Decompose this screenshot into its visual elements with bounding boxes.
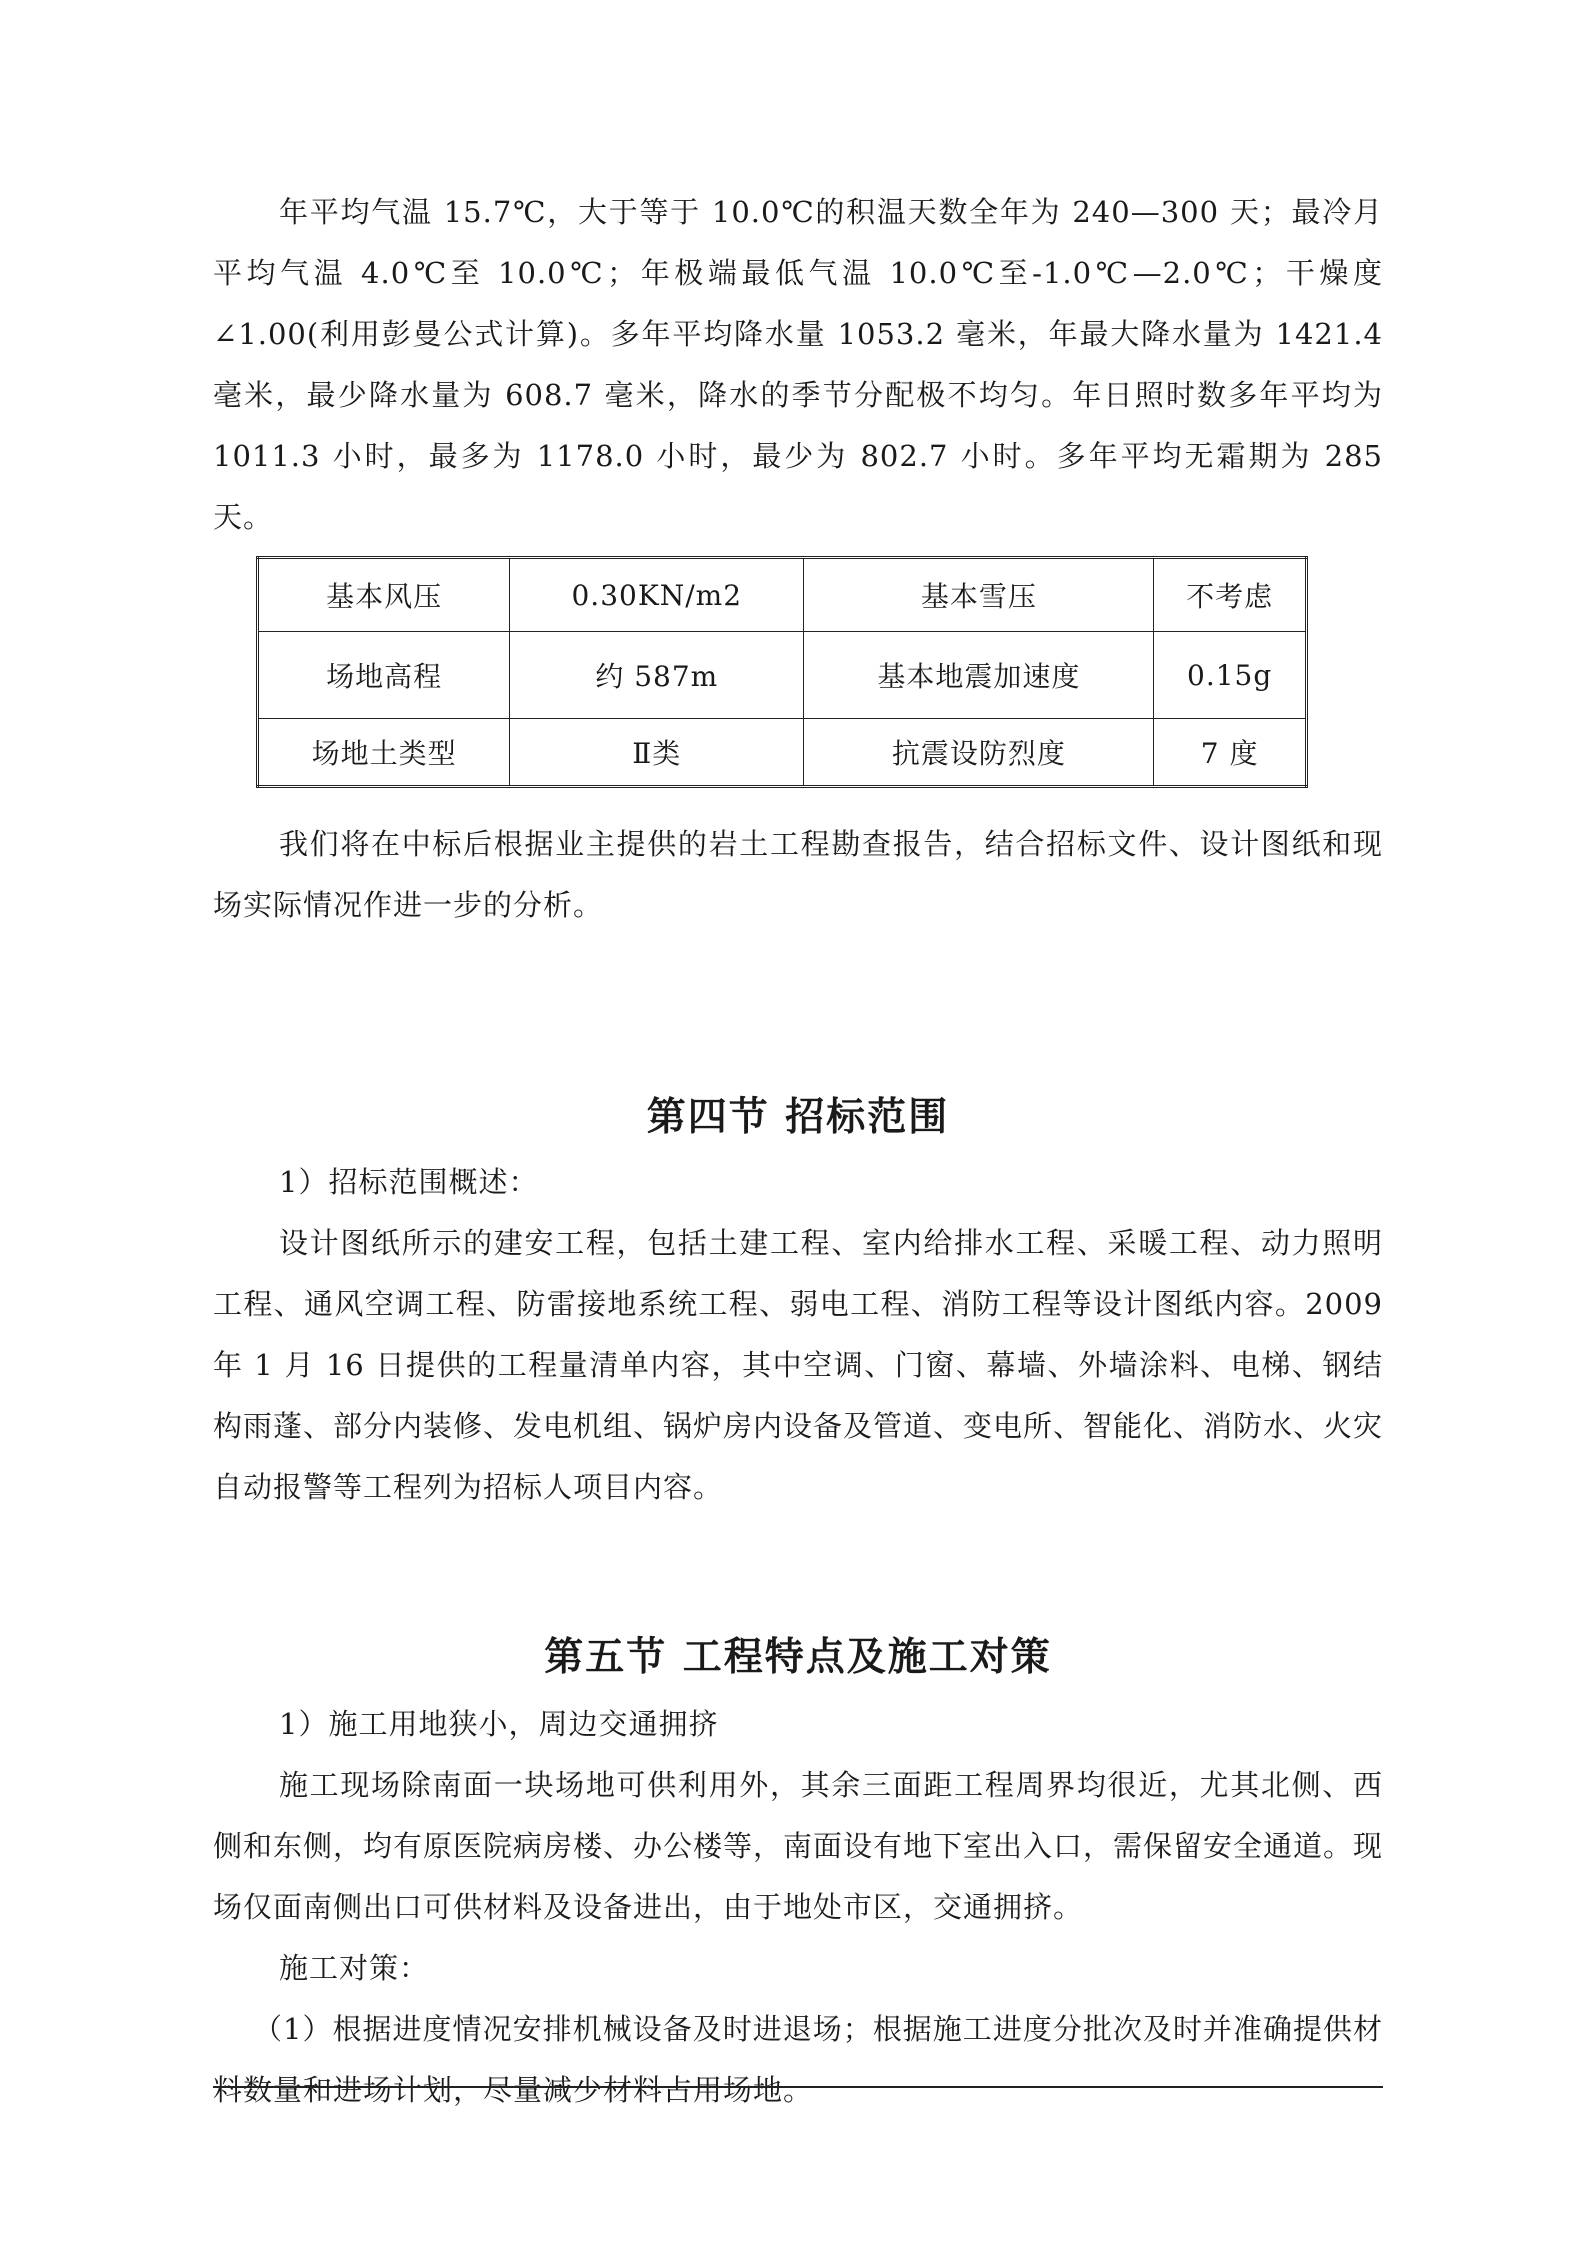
table-cell: 不考虑 bbox=[1154, 558, 1307, 632]
table-cell: 基本地震加速度 bbox=[804, 632, 1154, 719]
section-4-item-body: 设计图纸所示的建安工程，包括土建工程、室内给排水工程、采暖工程、动力照明工程、通风空调工程、防雷接地系统工程、弱电工程、消防工程等设计图纸内容。2009 年 1 月 16 日提供的工程量清单内容，其中空调、门窗、幕墙、外墙涂料、电梯、钢结构雨蓬、部分内装修、发电机组、锅炉房内设备及管道、变电所、智能化、消防水、火灾自动报警等工程列为招标人项目内容。 bbox=[213, 1226, 1384, 1504]
table-row bbox=[258, 558, 1307, 632]
table-row bbox=[258, 632, 1307, 719]
section-4-heading: 第四节 招标范围 bbox=[646, 1094, 950, 1140]
table-cell: 0.15g bbox=[1154, 632, 1307, 719]
site-parameters-table bbox=[256, 556, 1308, 788]
document-body bbox=[213, 182, 1383, 2121]
section-5-heading: 第五节 工程特点及施工对策 bbox=[544, 1634, 1052, 1680]
section-5-item-body: 施工现场除南面一块场地可供利用外，其余三面距工程周界均很近，尤其北侧、西侧和东侧，均有原医院病房楼、办公楼等，南面设有地下室出入口，需保留安全通道。现场仅面南侧出口可供材料及设备进出，由于地处市区，交通拥挤。 bbox=[213, 1768, 1384, 1924]
table-cell: 场地高程 bbox=[258, 632, 510, 719]
section-5-item-title: 1）施工用地狭小，周边交通拥挤 bbox=[279, 1707, 719, 1741]
table-cell: 基本雪压 bbox=[804, 558, 1154, 632]
table-cell: 抗震设防烈度 bbox=[804, 719, 1154, 787]
table-cell: 7 度 bbox=[1154, 719, 1307, 787]
table-cell: 场地土类型 bbox=[258, 719, 510, 787]
footer-rule bbox=[213, 2086, 1383, 2088]
section-4-item-title: 1）招标范围概述： bbox=[279, 1165, 539, 1199]
countermeasure-item: （1）根据进度情况安排机械设备及时进退场；根据施工进度分批次及时并准确提供材料数量和进场计划，尽量减少材料占用场地。 bbox=[213, 2012, 1383, 2107]
climate-paragraph: 年平均气温 15.7℃，大于等于 10.0℃的积温天数全年为 240—300 天；最冷月平均气温 4.0℃至 10.0℃；年极端最低气温 10.0℃至-1.0℃—2.0℃；干燥度∠1.00(利用彭曼公式计算)。多年平均降水量 1053.2 毫米，年最大降水量为 1421.4 毫米，最少降水量为 608.7 毫米，降水的季节分配极不均匀。年日照时数多年平均为 1011.3 小时，最多为 1178.0 小时，最少为 802.7 小时。多年平均无霜期为 285 天。 bbox=[213, 195, 1383, 534]
table-cell: 约 587m bbox=[510, 632, 804, 719]
analysis-paragraph: 我们将在中标后根据业主提供的岩土工程勘查报告，结合招标文件、设计图纸和现场实际情况作进一步的分析。 bbox=[213, 827, 1383, 922]
table-cell: 0.30KN/m2 bbox=[510, 558, 804, 632]
table-row bbox=[258, 719, 1307, 787]
countermeasure-label: 施工对策： bbox=[279, 1951, 430, 1985]
table-cell: Ⅱ类 bbox=[510, 719, 804, 787]
table-cell: 基本风压 bbox=[258, 558, 510, 632]
